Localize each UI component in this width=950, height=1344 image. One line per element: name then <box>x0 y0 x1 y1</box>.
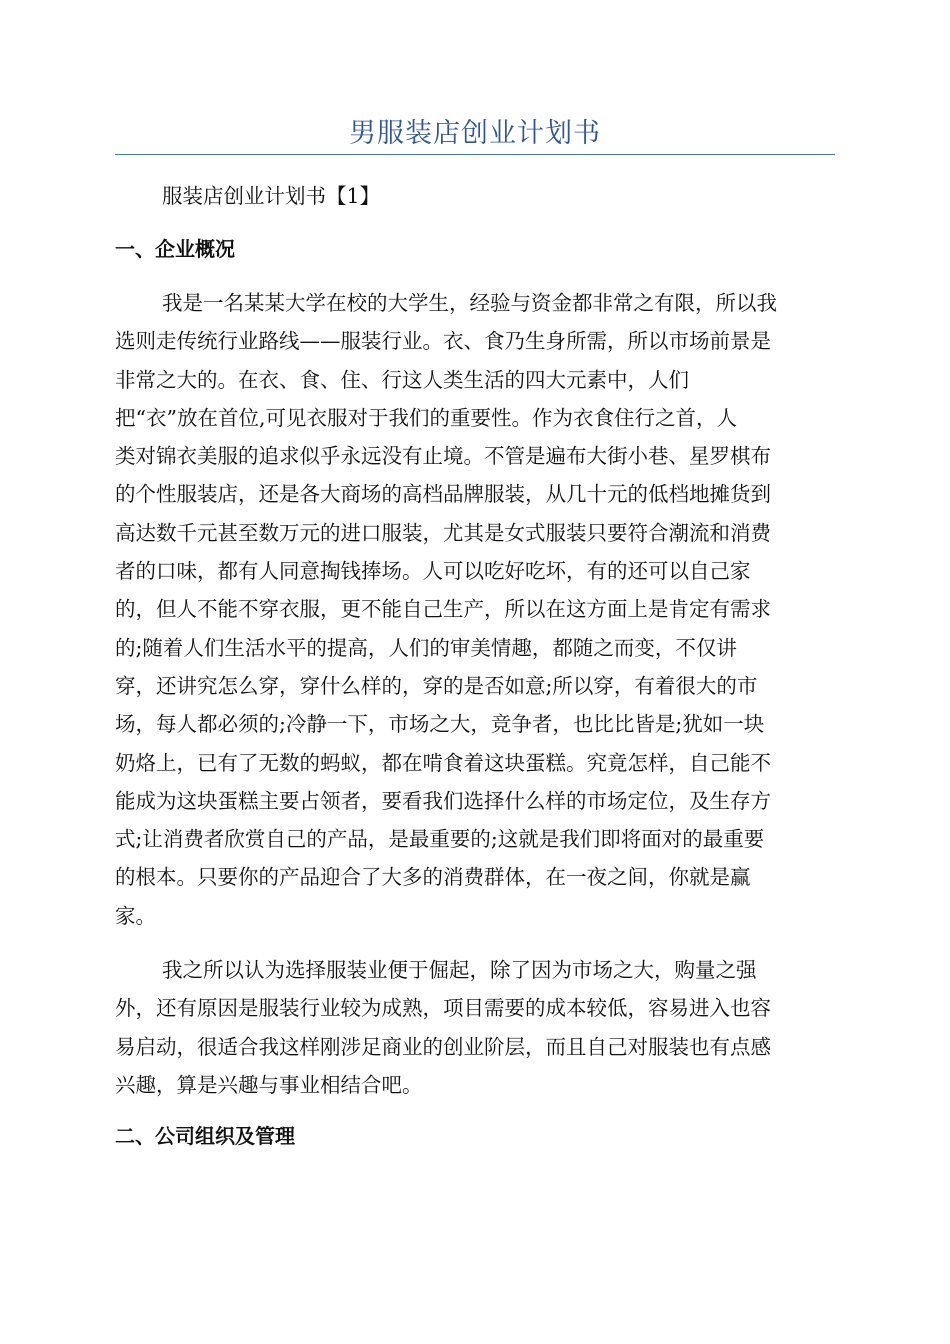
paragraph-line: 能成为这块蛋糕主要占领者，要看我们选择什么样的市场定位，及生存方 <box>115 788 771 813</box>
paragraph-line: 场，每人都必须的;冷静一下，市场之大，竞争者，也比比皆是;犹如一块 <box>115 712 765 737</box>
paragraph-line: 我之所以认为选择服装业便于倔起，除了因为市场之大，购量之强 <box>162 958 757 982</box>
paragraph-line: 的;随着人们生活水平的提高，人们的审美情趣，都随之而变，不仅讲 <box>115 635 737 660</box>
paragraph-line: 类对锦衣美服的追求似乎永远没有止境。不管是遍布大街小巷、星罗棋布 <box>115 444 771 469</box>
paragraph-line: 非常之大的。在衣、食、住、行这人类生活的四大元素中，人们 <box>115 367 689 392</box>
document-subtitle: 服装店创业计划书【1】 <box>162 184 381 208</box>
title-underline <box>115 154 835 155</box>
paragraph-line: 易启动，很适合我这样刚涉足商业的创业阶层，而且自己对服装也有点感 <box>115 1034 771 1059</box>
paragraph-line: 外，还有原因是服装行业较为成熟，项目需要的成本较低，容易进入也容 <box>115 996 771 1021</box>
paragraph-line: 把“衣”放在首位,可见衣服对于我们的重要性。作为衣食住行之首，人 <box>115 405 737 430</box>
paragraph-line: 兴趣，算是兴趣与事业相结合吧。 <box>115 1072 423 1097</box>
paragraph-line: 穿，还讲究怎么穿，穿什么样的，穿的是否如意;所以穿，有着很大的市 <box>115 673 758 698</box>
paragraph-line: 选则走传统行业路线——服装行业。衣、食乃生身所需，所以市场前景是 <box>115 329 771 354</box>
document-title: 男服装店创业计划书 <box>349 118 601 149</box>
paragraph-line: 奶烙上，已有了无数的蚂蚁，都在啃食着这块蛋糕。究竟怎样，自己能不 <box>115 750 771 775</box>
section-heading-organization: 二、公司组织及管理 <box>115 1124 295 1148</box>
paragraph-line: 的，但人不能不穿衣服，更不能自己生产，所以在这方面上是肯定有需求 <box>115 597 771 622</box>
paragraph-line: 者的口味，都有人同意掏钱捧场。人可以吃好吃坏，有的还可以自己家 <box>115 559 751 584</box>
section-heading-enterprise-overview: 一、企业概况 <box>115 237 235 261</box>
paragraph-line: 高达数千元甚至数万元的进口服装，尤其是女式服装只要符合潮流和消费 <box>115 520 771 545</box>
paragraph-line: 的根本。只要你的产品迎合了大多的消费群体，在一夜之间，你就是赢 <box>115 865 751 890</box>
paragraph-line: 式;让消费者欣赏自己的产品，是最重要的;这就是我们即将面对的最重要 <box>115 827 765 852</box>
paragraph-line: 家。 <box>115 903 156 928</box>
paragraph-reasons <box>115 951 835 1104</box>
paragraph-line: 我是一名某某大学在校的大学生，经验与资金都非常之有限，所以我 <box>162 291 777 315</box>
paragraph-line: 的个性服装店，还是各大商场的高档品牌服装，从几十元的低档地摊货到 <box>115 482 771 507</box>
paragraph-enterprise-overview <box>115 284 835 935</box>
